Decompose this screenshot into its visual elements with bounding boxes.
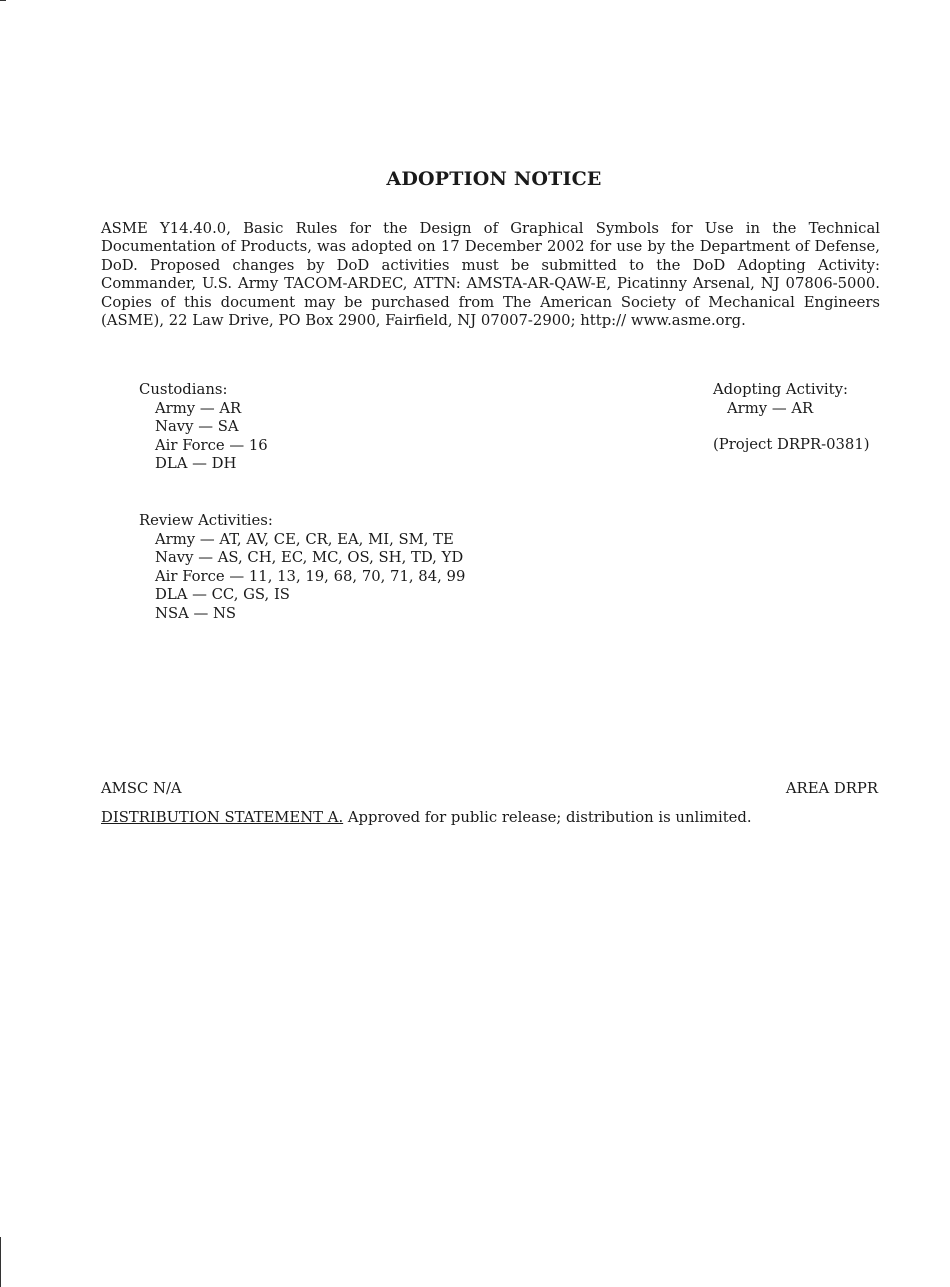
- page-title: ADOPTION NOTICE: [386, 168, 602, 190]
- distribution-statement: [101, 809, 752, 826]
- custodians-heading: Custodians:: [139, 381, 228, 398]
- custodians-block: [139, 381, 268, 474]
- custodian-item: Air Force — 16: [155, 436, 268, 454]
- custodian-item: DLA — DH: [155, 455, 237, 473]
- left-margin-mark: [0, 1237, 1, 1287]
- project-number: (Project DRPR-0381): [713, 436, 870, 453]
- custodian-item: Navy — SA: [155, 418, 239, 436]
- left-margin-mark: [0, 0, 6, 1]
- area-code: AREA DRPR: [785, 780, 878, 797]
- custodian-item: Army — AR: [155, 399, 242, 417]
- review-activities-block: [139, 512, 465, 624]
- adopting-activity-item: Army — AR: [727, 399, 814, 417]
- distribution-text: Approved for public release; distribution is unlimited.: [343, 809, 752, 826]
- amsc-code: AMSC N/A: [101, 780, 182, 797]
- review-activity-item: Air Force — 11, 13, 19, 68, 70, 71, 84, 99: [155, 567, 466, 585]
- review-activities-heading: Review Activities:: [139, 512, 273, 529]
- adopting-activity-block: [713, 381, 848, 418]
- intro-paragraph: ASME Y14.40.0, Basic Rules for the Design of Graphical Symbols for Use in the Technical Documentation of Products, was adopted on 17 December 2002 for use by the Department of Defense, DoD. Proposed changes by DoD activities must be submitted to the DoD Adopting Activity: Commander, U.S. Army TACOM-ARDEC, ATTN: AMSTA-AR-QAW-E, Picatinny Arsenal, NJ 07806-5000. Copies of this document may be purchased from The American Society of Mechanical Engineers (ASME), 22 Law Drive, PO Box 2900, Fairfield, NJ 07007-2900; http:// www.asme.org.: [101, 220, 880, 330]
- review-activity-item: Army — AT, AV, CE, CR, EA, MI, SM, TE: [155, 530, 454, 548]
- review-activity-item: Navy — AS, CH, EC, MC, OS, SH, TD, YD: [155, 549, 464, 567]
- review-activity-item: NSA — NS: [155, 604, 237, 622]
- adopting-activity-heading: Adopting Activity:: [713, 381, 848, 398]
- distribution-label: DISTRIBUTION STATEMENT A.: [101, 809, 344, 826]
- review-activity-item: DLA — CC, GS, IS: [155, 586, 290, 604]
